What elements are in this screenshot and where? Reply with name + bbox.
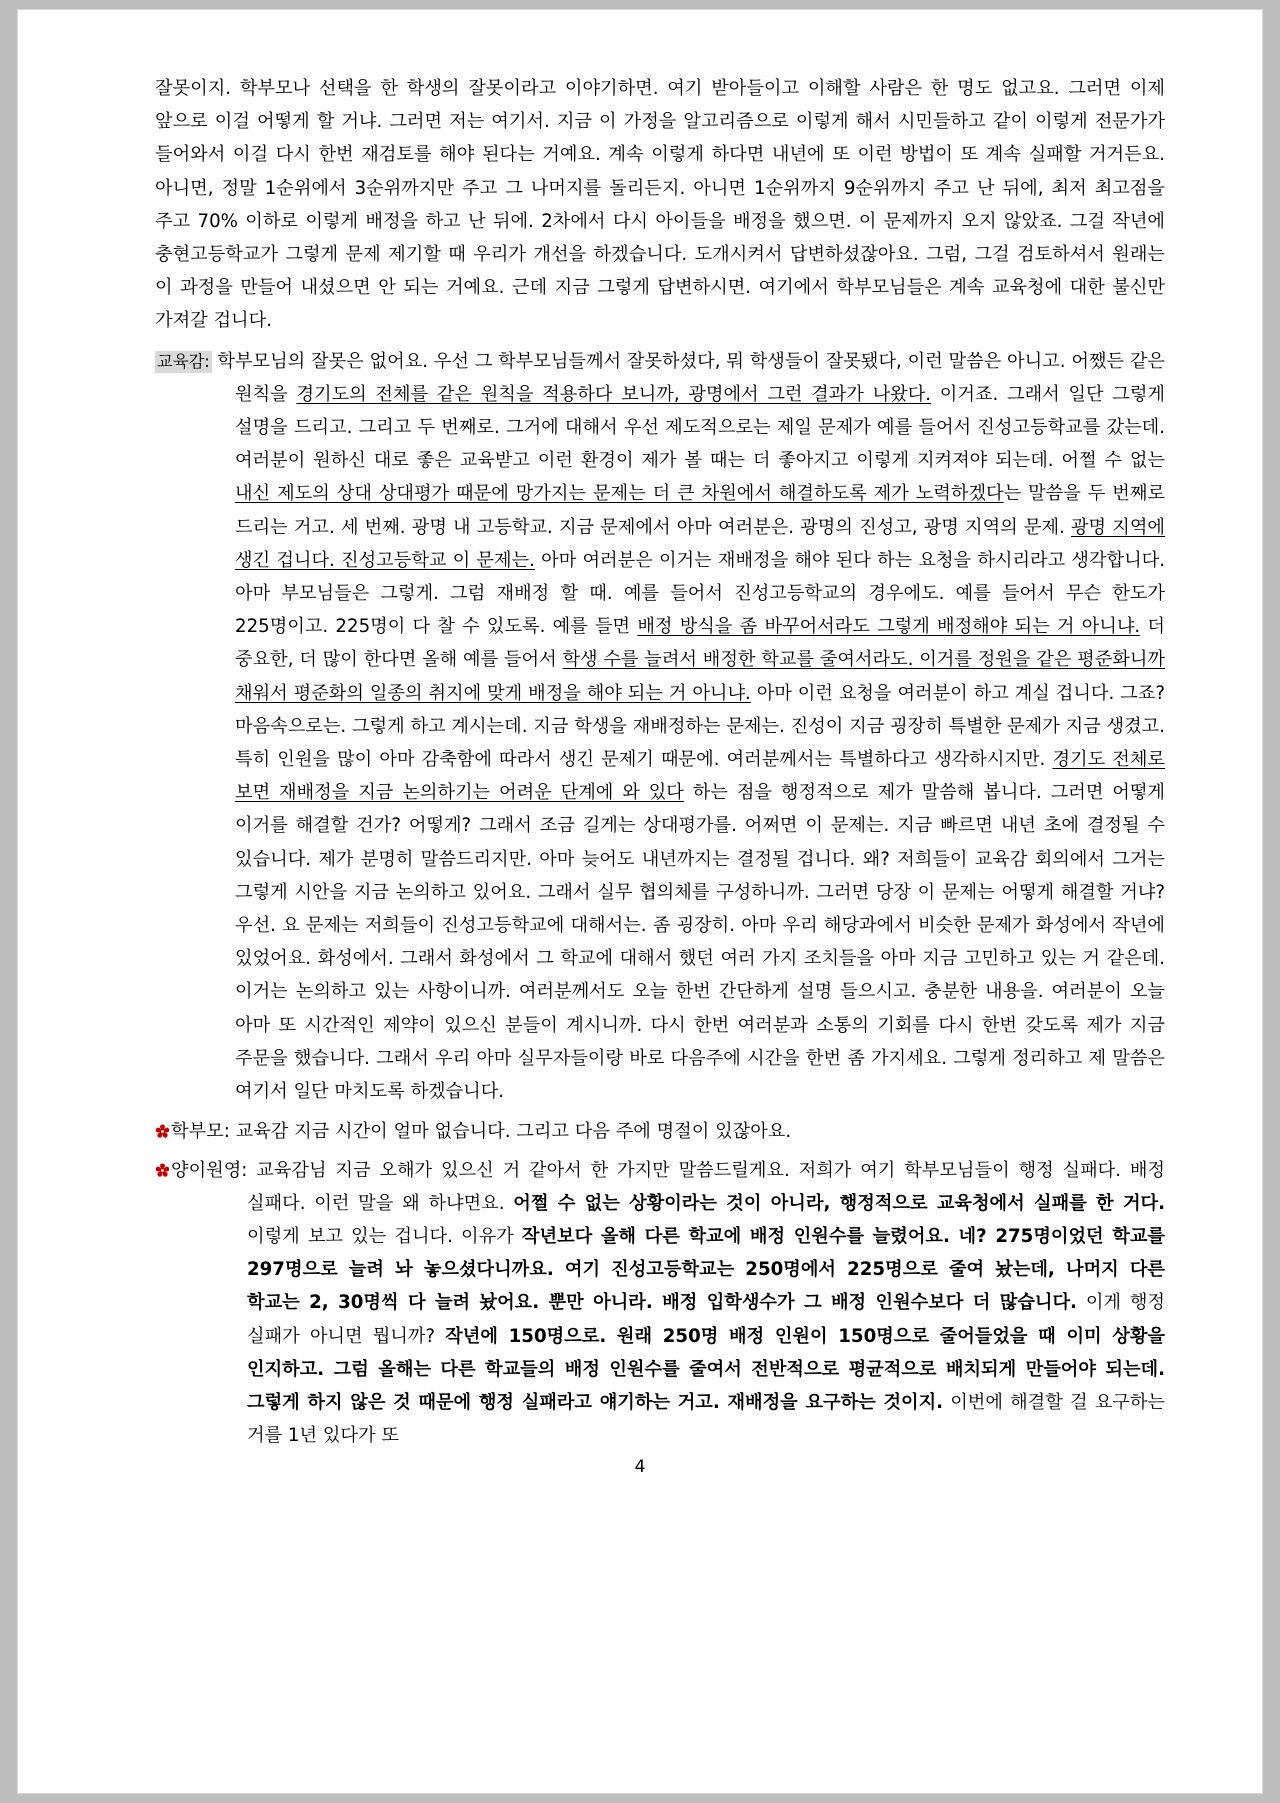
bold-passage-1: 어쩔 수 없는 상황이라는 것이 아니라, 행정적으로 교육청에서 실패를 한 거다.: [513, 1192, 1165, 1214]
speech-segment: 아마 이런 요청을 여러분이 하고 계실 겁니다. 그죠? 마음속으로는. 그렇게 하고 계시는데. 지금 학생을 재배정하는 문제는. 진성이 지금 굉장히 특별한 문제가 지금 생겼고. 특히 인원을 많이 아마 감축함에 따라서 생긴 문제기 때문에. 여러분께서는 특별하다고 생각하시지만.: [235, 682, 1165, 771]
speech-segment: 이게 행정 실패가 아니면 뭡니까?: [247, 1292, 1165, 1347]
speech-segment: 학부모님의 잘못은 없어요. 우선 그 학부모님들께서 잘못하셨다, 뭐 학생들이 잘못됐다, 이런 말씀은 아니고. 어쨌든 같은 원칙을: [211, 350, 1165, 405]
bold-passage-3: 작년에 150명으로. 원래 250명 배정 인원이 150명으로 줄어들었을 때 이미 상황을 인지하고. 그럼 올해는 다른 학교들의 배정 인원수를 줄여서 전반적으로 평균적으로 배치되게 만들어야 되는데. 그렇게 하지 않은 것 때문에 행정 실패라고 얘기하는 거고. 재배정을 요구하는 것이지.: [247, 1325, 1165, 1413]
underlined-passage-4: 배정 방식을 좀 바꾸어서라도 그렇게 배정해야 되는 거 아니냐.: [637, 616, 1141, 638]
speech-segment: 이거죠. 그래서 일단 그렇게 설명을 드리고. 그리고 두 번째로. 그거에 대해서 우선 제도적으로는 제일 문제가 예를 들어서 진성고등학교를 갔는데. 여러분이 원하신 대로 좋은 교육받고 이런 환경이 제가 볼 때는 더 좋아지고 이렇게 지켜져야 되는데. 어쩔 수 없는: [235, 383, 1165, 472]
page-number: 4: [634, 1457, 646, 1477]
speech-segment: 하는 점을 행정적으로 제가 말씀해 봅니다. 그러면 어떻게 이거를 해결할 건가? 어떻게? 그래서 조금 길게는 상대평가를. 어쩌면 이 문제는. 지금 빠르면 내년 초에 결정될 수 있습니다. 제가 분명히 말씀드리지만. 아마 늦어도 내년까지는 결정될 겁니다. 왜? 저희들이 교육감 회의에서 그거는 그렇게 시안을 지금 논의하고 있어요. 그래서 실무 협의체를 구성하니까. 그러면 당장 이 문제는 어떻게 해결할 거냐? 우선. 요 문제는 저희들이 진성고등학교에 대해서는. 좀 굉장히. 아마 우리 해당과에서 비슷한 문제가 화성에서 작년에 있었어요. 화성에서. 그래서 화성에서 그 학교에 대해서 했던 여러 가지 조치들을 아마 지금 고민하고 있는 거 같은데. 이거는 논의하고 있는 사항이니까. 여러분께서도 오늘 한번 간단하게 설명 들으시고. 충분한 내용을. 여러분이 오늘 아마 또 시간적인 제약이 있으신 분들이 계시니까. 다시 한번 여러분과 소통의 기회를 다시 한번 갖도록 제가 지금 주문을 했습니다. 그래서 우리 아마 실무자들이랑 바로 다음주에 시간을 한번 좀 가지세요. 그렇게 정리하고 제 말씀은 여기서 일단 마치도록 하겠습니다.: [235, 782, 1165, 1103]
speaker-label-yang: 양이원영:: [171, 1159, 248, 1181]
bold-passage-2: 작년보다 올해 다른 학교에 배정 인원수를 늘렸어요. 네? 275명이었던 학교를 297명으로 늘려 놔 놓으셨다니까요. 여기 진성고등학교는 250명에서 225명으로 줄여 놨는데, 나머지 다른 학교는 2, 30명씩 다 늘려 놨어요. 뿐만 아니라. 배정 입학생수가 그 배정 인원수보다 더 많습니다.: [247, 1225, 1165, 1314]
speech-segment: 교육감님 지금 오해가 있으신 거 같아서 한 가지만 말씀드릴게요. 저희가 여기 학부모님들이 행정 실패다. 배정 실패다. 이런 말을 왜 하냐면요.: [247, 1159, 1165, 1214]
speaker-block-parent: [155, 1115, 1165, 1148]
paragraph-spacer: [155, 1108, 1165, 1115]
speech-segment: 이번에 해결할 걸 요구하는 거를 1년 있다가 또: [247, 1391, 1165, 1447]
underlined-passage-1: 경기도의 전체를 같은 원칙을 적용하다 보니까, 광명에서 그런 결과가 나왔다.: [296, 383, 932, 405]
paragraph-spacer: [155, 338, 1165, 345]
speech-segment: 이렇게 보고 있는 겁니다. 이유가: [247, 1225, 522, 1247]
speech-segment: 더 중요한, 더 많이 한다면 올해 예를 들어서: [235, 616, 1166, 671]
speaker-block-superintendent: [155, 345, 1165, 1109]
page-content: [155, 72, 1165, 1452]
underlined-passage-3: 광명 지역에 생긴 겁니다. 진성고등학교 이 문제는.: [235, 516, 1165, 571]
speaker-label-parent: 학부모:: [171, 1121, 230, 1143]
underlined-passage-2: 내신 제도의 상대 상대평가 때문에 망가지는 문제는 더 큰 차원에서 해결하도록 제가 노력하겠다: [235, 483, 1004, 505]
red-flower-bullet-icon: [155, 1163, 170, 1178]
speaker-label-superintendent: 교육감:: [157, 351, 210, 371]
underlined-passage-6: 경기도 전체로 보면 재배정을 지금 논의하기는 어려운 단계에 와 있다: [235, 749, 1165, 804]
speech-text-parent: 교육감 지금 시간이 얼마 없습니다. 그리고 다음 주에 명절이 있잖아요.: [229, 1121, 792, 1143]
red-flower-bullet-icon: [155, 1124, 170, 1139]
paragraph-opening: 잘못이지. 학부모나 선택을 한 학생의 잘못이라고 이야기하면. 여기 받아들이고 이해할 사람은 한 명도 없고요. 그러면 이제 앞으로 이걸 어떻게 할 거냐. 그러면 저는 여기서. 지금 이 가정을 알고리즘으로 이렇게 해서 시민들하고 같이 이렇게 전문가가 들어와서 이걸 다시 한번 재검토를 해야 된다는 거예요. 계속 이렇게 하다면 내년에 또 이런 방법이 또 계속 실패할 거거든요. 아니면, 정말 1순위에서 3순위까지만 주고 그 나머지를 돌리든지. 아니면 1순위까지 9순위까지 주고 난 뒤에, 최저 최고점을 주고 70% 이하로 이렇게 배정을 하고 난 뒤에. 2차에서 다시 아이들을 배정을 했으면. 이 문제까지 오지 않았죠. 그걸 작년에 충현고등학교가 그렇게 문제 제기할 때 우리가 개선을 하겠습니다. 도개시켜서 답변하셨잖아요. 그럼, 그걸 검토하셔서 원래는 이 과정을 만들어 내셨으면 안 되는 거예요. 근데 지금 그렇게 답변하시면. 여기에서 학부모님들은 계속 교육청에 대한 불신만 가져갈 겁니다.: [155, 78, 1165, 332]
document-page: [18, 10, 1262, 1793]
speaker-block-yang: [155, 1154, 1165, 1453]
speech-segment: 는 말씀을 두 번째로 드리는 거고. 세 번째. 광명 내 고등학교. 지금 문제에서 아마 여러분은. 광명의 진성고, 광명 지역의 문제.: [235, 483, 1165, 538]
speech-segment: 아마 여러분은 이거는 재배정을 해야 된다 하는 요청을 하시리라고 생각합니다. 아마 부모님들은 그렇게. 그럼 재배정 할 때. 예를 들어서 진성고등학교의 경우에도. 예를 들어서 무슨 한도가 225명이고. 225명이 다 찰 수 있도록. 예를 들면: [235, 549, 1165, 638]
underlined-passage-5: 학생 수를 늘려서 배정한 학교를 줄여서라도. 이거를 정원을 같은 평준화니까 채워서 평준화의 일종의 취지에 맞게 배정을 해야 되는 거 아니냐.: [235, 649, 1165, 704]
